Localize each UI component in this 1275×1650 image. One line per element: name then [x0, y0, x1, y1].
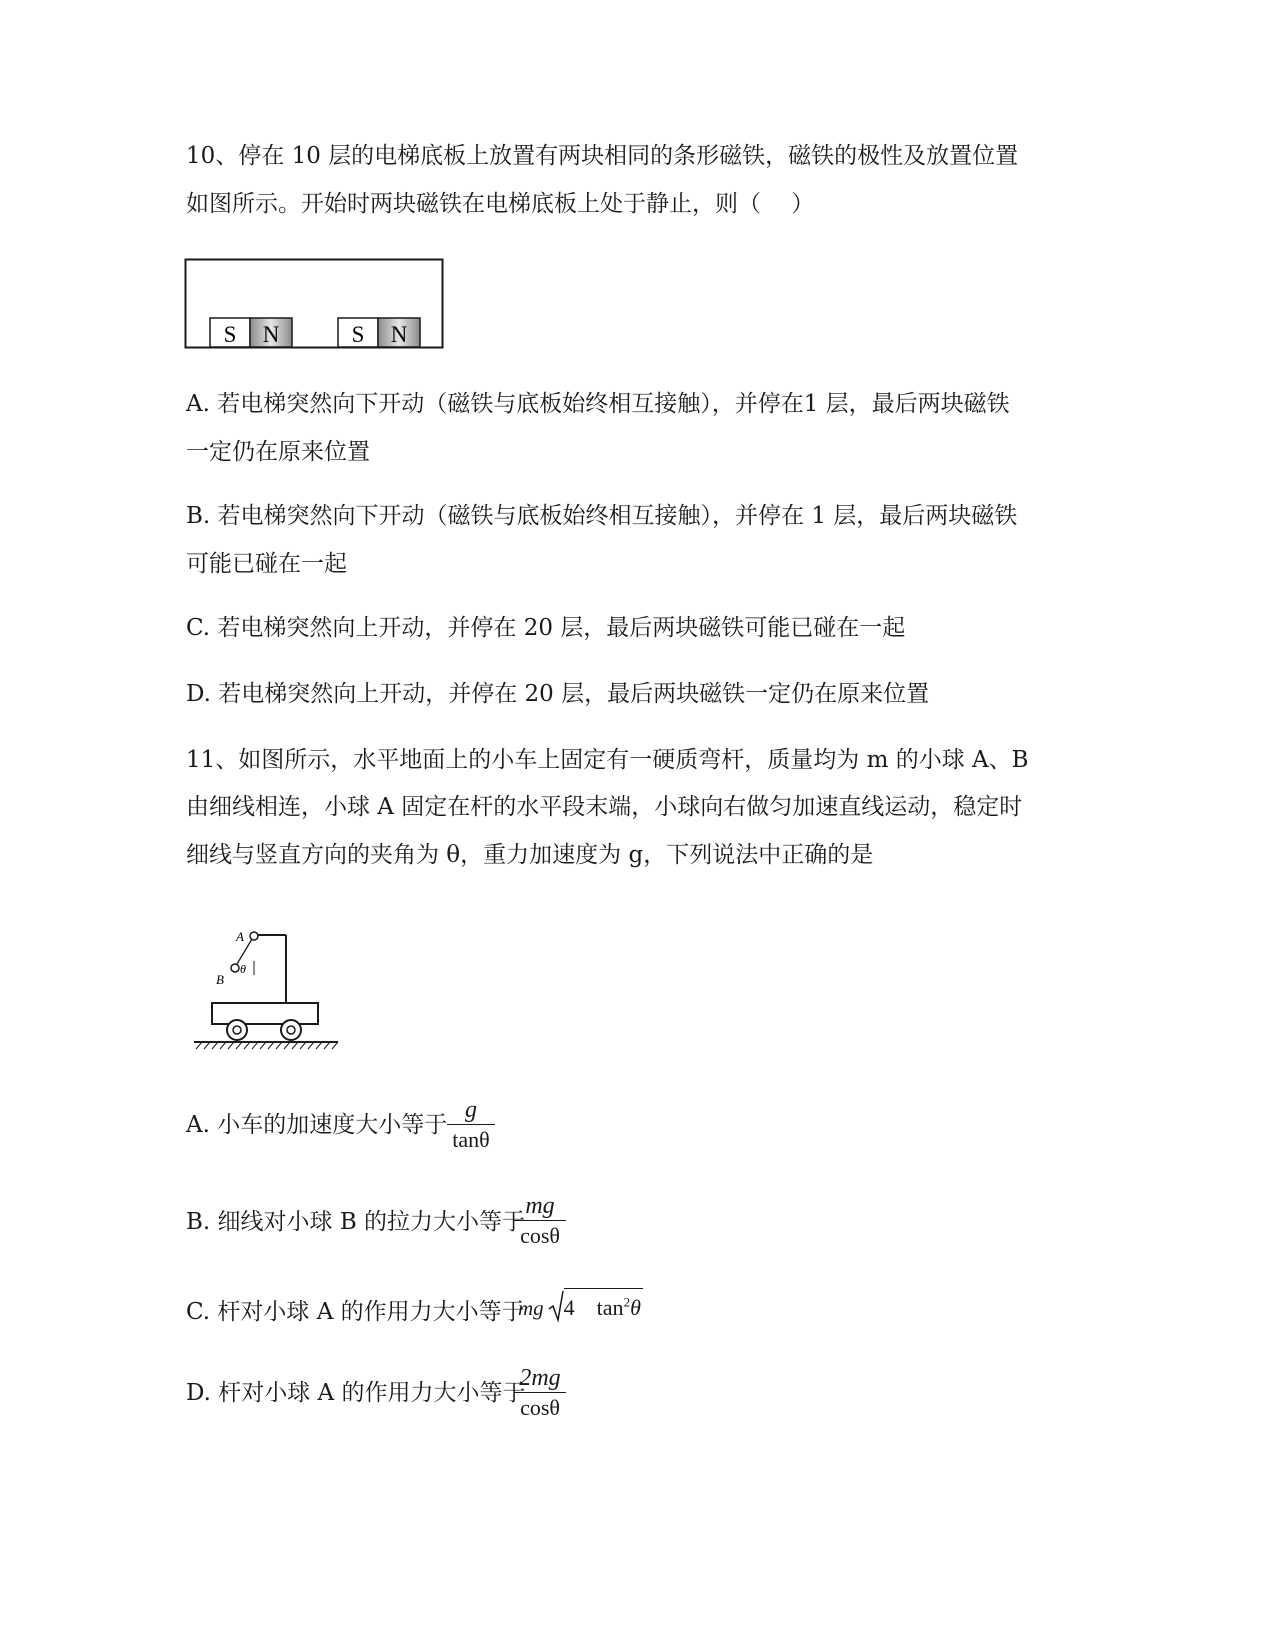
q11-stem-line-1: 11、如图所示，水平地面上的小车上固定有一硬质弯杆，质量均为 m 的小球 A、B [186, 747, 1029, 773]
magnet-left-n-label: N [262, 322, 280, 347]
magnet-right [338, 318, 420, 347]
q11-option-b-text: B. 细线对小球 B 的拉力大小等于 [186, 1209, 526, 1235]
radicand [564, 1288, 643, 1322]
q11-stem-line-2: 由细线相连，小球 A 固定在杆的水平段末端，小球向右做匀加速直线运动，稳定时 [186, 794, 1023, 820]
radicand-text: 4 tan [563, 1295, 624, 1320]
label-a: A [236, 929, 244, 944]
wheel-left [227, 1020, 247, 1040]
q10-option-d: D. 若电梯突然向上开动，并停在 20 层，最后两块磁铁一定仍在原来位置 [186, 681, 930, 707]
q10-option-a-line-2: 一定仍在原来位置 [186, 439, 370, 465]
cart-pendulum-figure [190, 925, 342, 1055]
magnet-left-s-label: S [223, 322, 237, 347]
q11-option-d-fraction [514, 1365, 566, 1421]
q10-option-c: C. 若电梯突然向上开动，并停在 20 层，最后两块磁铁可能已碰在一起 [186, 615, 906, 641]
q11-option-d-text: D. 杆对小球 A 的作用力大小等于 [186, 1380, 526, 1406]
magnet-right-s-label: S [351, 322, 365, 347]
fraction-denominator: tanθ [452, 1127, 490, 1152]
q11-option-a-text: A. 小车的加速度大小等于 [186, 1112, 448, 1138]
ball-b [231, 964, 239, 972]
q10-stem-line-1: 10、停在 10 层的电梯底板上放置有两块相同的条形磁铁，磁铁的极性及放置位置 [186, 143, 1019, 169]
fraction-numerator: g [465, 1097, 477, 1123]
q11-option-b-fraction [514, 1193, 566, 1249]
fraction-numerator: mg [525, 1193, 555, 1219]
q10-stem-line-2: 如图所示。开始时两块磁铁在电梯底板上处于静止，则（ ） [186, 191, 815, 217]
cart-body [212, 1003, 318, 1024]
fraction-bar [514, 1392, 566, 1393]
radicand-exponent: 2 [623, 1294, 631, 1310]
q11-option-c-expression [518, 1288, 643, 1328]
label-b: B [216, 972, 224, 987]
ball-a [250, 932, 258, 940]
q11-option-a-fraction [447, 1097, 495, 1153]
q10-option-b-line-2: 可能已碰在一起 [186, 551, 347, 577]
fraction-bar [447, 1124, 495, 1125]
q10-option-a-line-1: A. 若电梯突然向下开动（磁铁与底板始终相互接触），并停在1 层，最后两块磁铁 [186, 391, 1010, 417]
fraction-denominator: cosθ [520, 1395, 560, 1420]
wheel-right [281, 1020, 301, 1040]
q11-stem-line-3: 细线与竖直方向的夹角为 θ，重力加速度为 g，下列说法中正确的是 [186, 842, 874, 868]
fraction-numerator: 2mg [519, 1365, 561, 1391]
magnet-left [210, 318, 292, 347]
fraction-bar [514, 1220, 566, 1221]
magnet-right-n-label: N [390, 322, 408, 347]
q11-option-c-text: C. 杆对小球 A 的作用力大小等于 [186, 1299, 525, 1325]
fraction-denominator: cosθ [520, 1223, 560, 1248]
sqrt-icon [548, 1289, 564, 1323]
expr-coefficient: mg [518, 1296, 544, 1320]
ground-hatching [196, 1042, 338, 1049]
elevator-magnets-figure [184, 258, 446, 352]
radicand-variable: θ [630, 1295, 641, 1320]
label-theta: θ [240, 962, 246, 976]
q10-option-b-line-1: B. 若电梯突然向下开动（磁铁与底板始终相互接触），并停在 1 层，最后两块磁铁 [186, 503, 1018, 529]
